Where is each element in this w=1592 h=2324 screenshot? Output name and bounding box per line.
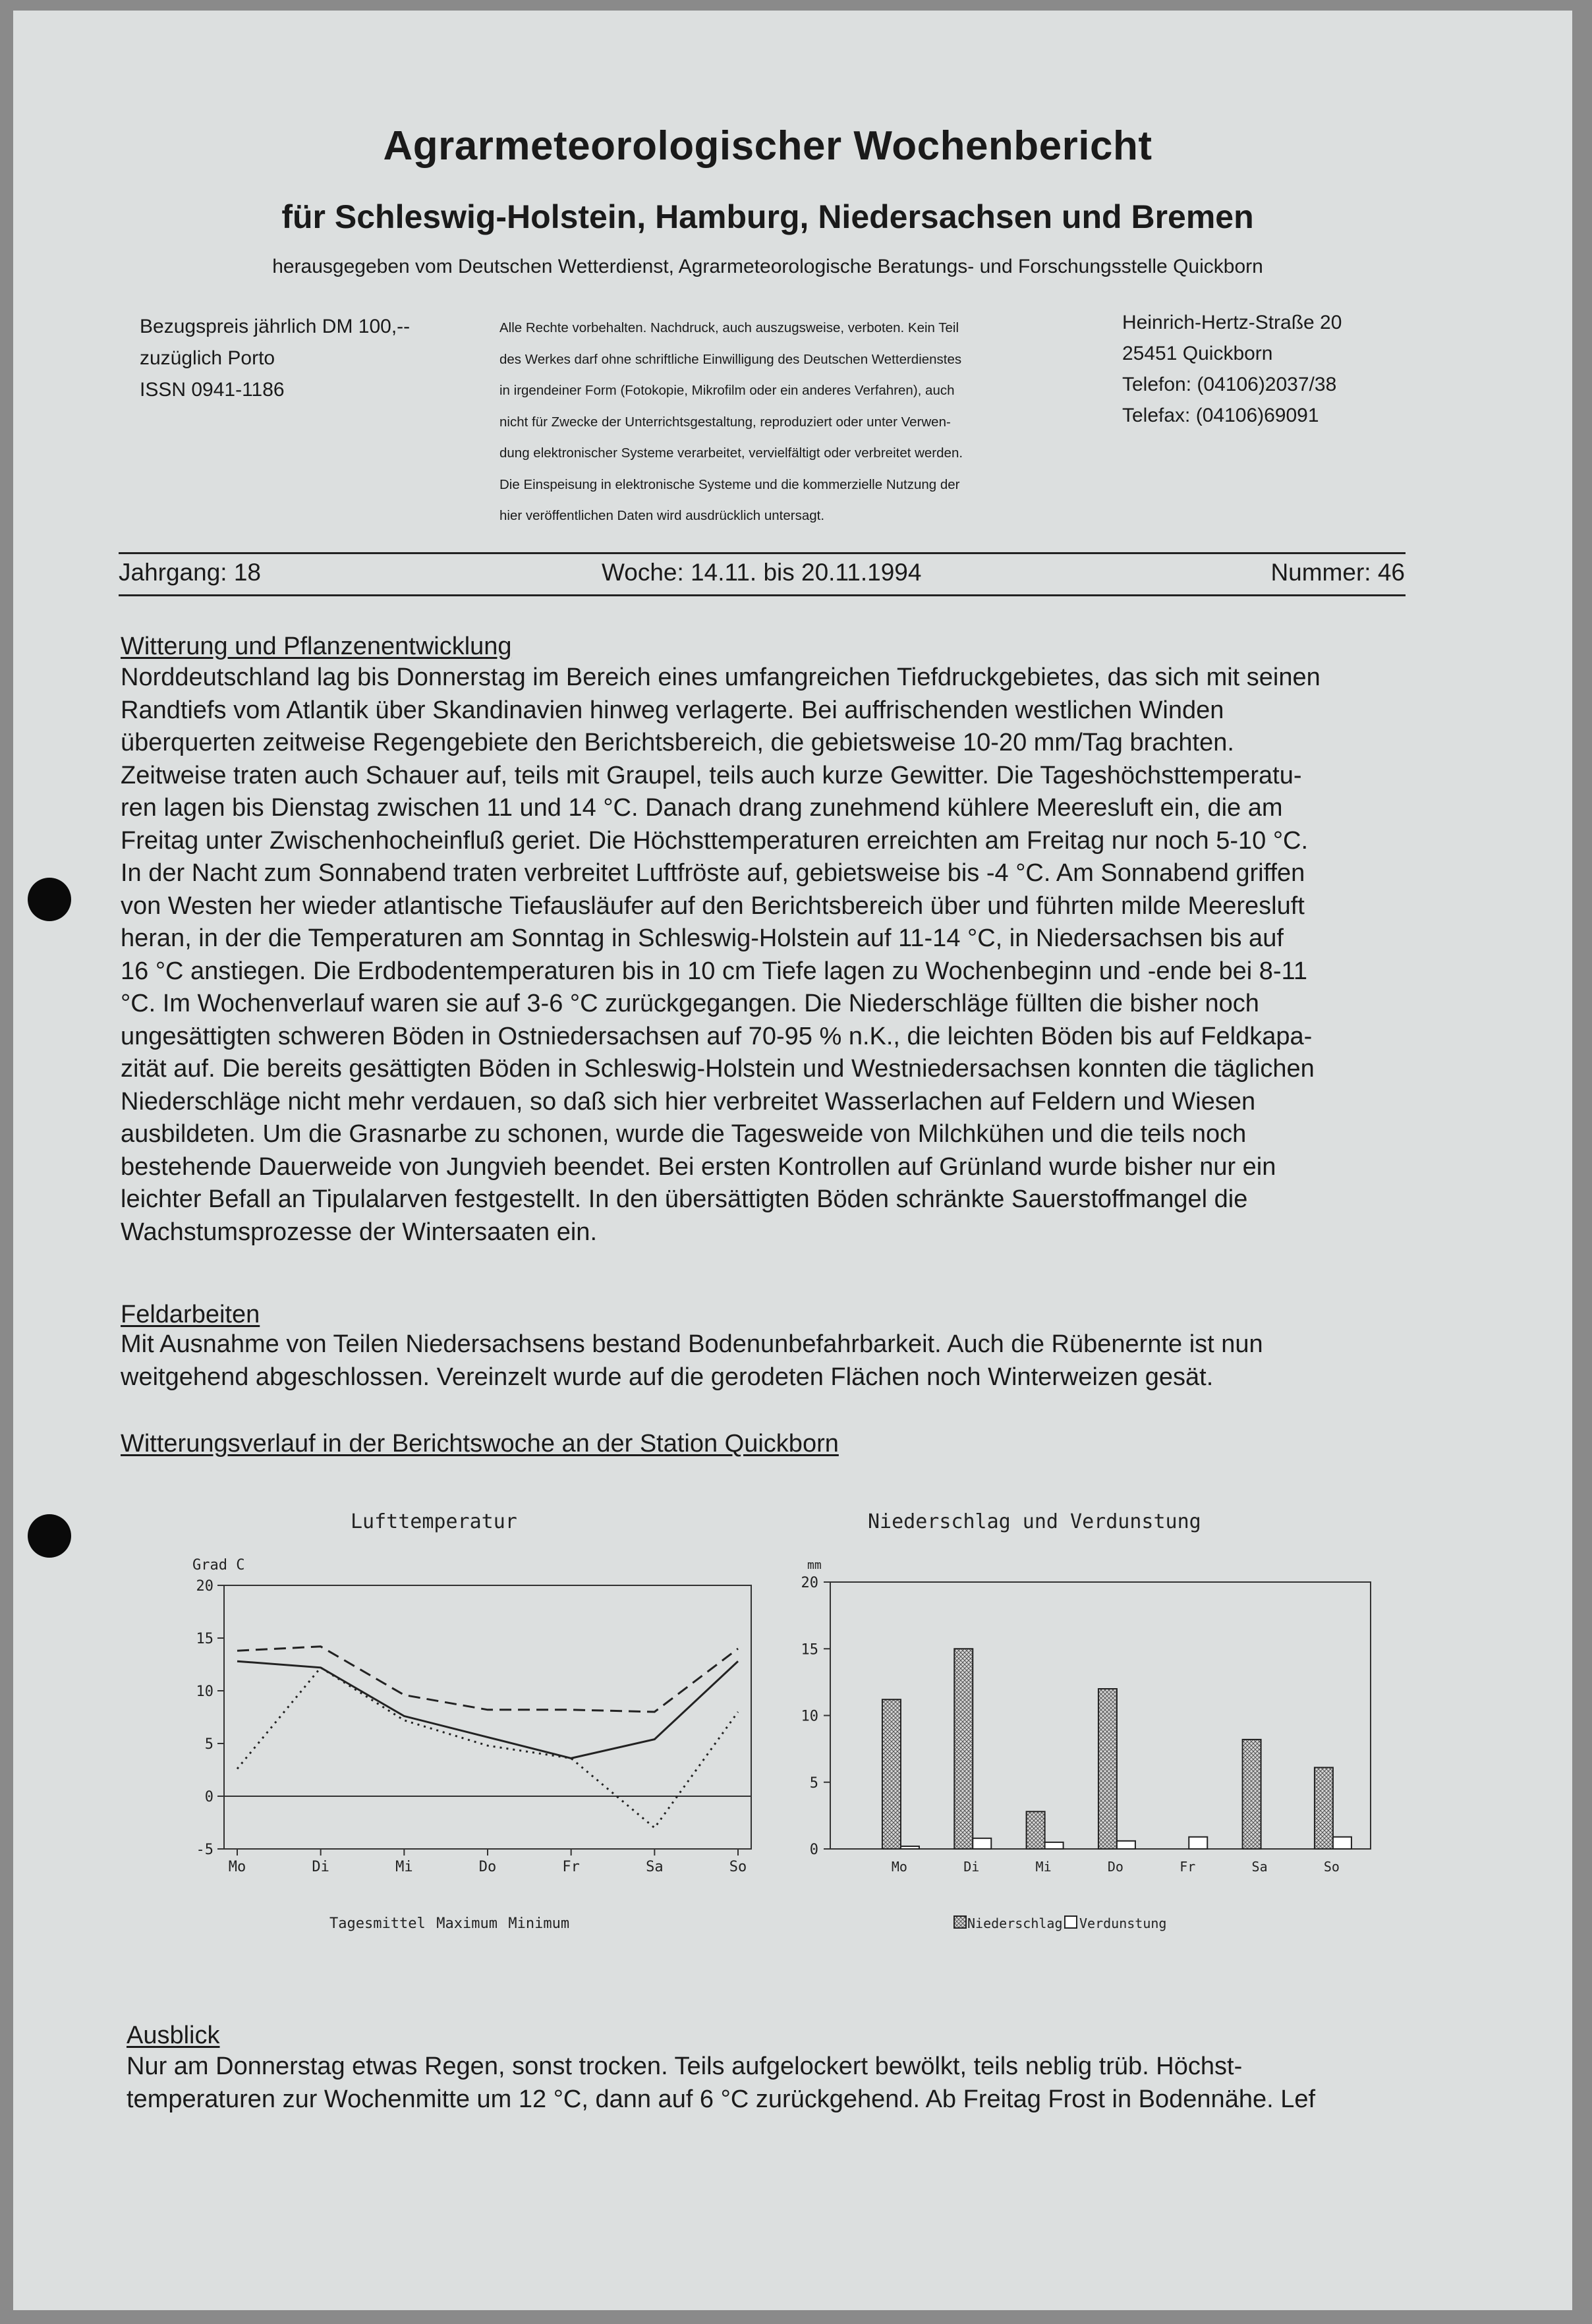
- y-tick-label: 10: [196, 1684, 213, 1700]
- section-body-feldarbeiten: [121, 1328, 1406, 1394]
- x-tick-label: Fr: [1180, 1859, 1196, 1875]
- text-line: Randtiefs vom Atlantik über Skandinavien hinweg verlagerte. Bei auffrischenden westlichen Winden: [121, 696, 1224, 724]
- x-tick-label: Di: [312, 1859, 329, 1875]
- text-line: leichter Befall an Tipulalarven festgestellt. In den übersättigten Böden schränkte Sauerstoffmangel die: [121, 1185, 1248, 1213]
- punch-hole: [28, 1514, 71, 1558]
- text-line: ausbildeten. Um die Grasnarbe zu schonen, wurde die Tagesweide von Milchkühen und die teils noch: [121, 1120, 1247, 1148]
- text-line: überquerten zeitweise Regengebiete den Berichtsbereich, die gebietsweise 10-20 mm/Tag brachten.: [121, 729, 1234, 756]
- y-tick-label: 0: [809, 1842, 818, 1858]
- legend-entry-minimum: Minimum: [508, 1915, 570, 1932]
- report-title: Agrarmeteorologischer Wochenbericht: [383, 123, 1152, 169]
- x-tick-label: Mo: [228, 1859, 246, 1875]
- legend-entry-maximum: Maximum: [436, 1915, 498, 1932]
- price-info: [140, 311, 410, 406]
- price-line: Bezugspreis jährlich DM 100,--: [140, 316, 411, 337]
- section-heading-feldarbeiten: Feldarbeiten: [121, 1301, 260, 1328]
- publisher-line: herausgegeben vom Deutschen Wetterdienst, Agrarmeteorologische Beratungs- und Forschungsstelle Quickborn: [272, 256, 1263, 277]
- report-subtitle: für Schleswig-Holstein, Hamburg, Niedersachsen und Bremen: [281, 198, 1254, 235]
- text-line: 16 °C anstiegen. Die Erdbodentemperaturen bis in 10 cm Tiefe lagen zu Wochenbeginn und -ende bei 8-11: [121, 957, 1307, 985]
- text-line: Zeitweise traten auch Schauer auf, teils mit Graupel, teils auch kurze Gewitter. Die Tageshöchsttemperatu-: [121, 761, 1302, 789]
- fax-line: Telefax: (04106)69091: [1122, 405, 1319, 426]
- y-tick-label: 10: [801, 1708, 818, 1725]
- y-tick-label: 20: [196, 1578, 213, 1595]
- address-block: [1122, 307, 1342, 431]
- temperature-chart: [165, 1546, 771, 1954]
- x-tick-label: Mi: [395, 1859, 413, 1875]
- text-line: bestehende Dauerweide von Jungvieh beendet. Bei ersten Kontrollen auf Grünland wurde bisher nur ein: [121, 1152, 1276, 1181]
- x-tick-label: Sa: [646, 1859, 664, 1875]
- bar-verdunstung: [1045, 1842, 1064, 1849]
- rights-line: hier veröffentlichen Daten wird ausdrücklich untersagt.: [499, 508, 825, 523]
- rights-line: Die Einspeisung in elektronische Systeme und die kommerzielle Nutzung der: [499, 476, 960, 492]
- x-tick-label: Sa: [1251, 1859, 1268, 1875]
- y-tick-label: 0: [204, 1789, 213, 1805]
- text-line: ungesättigten schweren Böden in Ostniedersachsen auf 70-95 % n.K., die leichten Böden bis auf Feldkapa-: [121, 1022, 1313, 1050]
- precipitation-chart: [771, 1546, 1390, 1954]
- x-tick-label: Do: [478, 1859, 497, 1875]
- text-line: temperaturen zur Wochenmitte um 12 °C, dann auf 6 °C zurückgehend. Ab Freitag Frost in Bodennähe. Lef: [127, 2085, 1316, 2113]
- section-heading-witterung: Witterung und Pflanzenentwicklung: [121, 633, 512, 660]
- bar-verdunstung: [1117, 1841, 1135, 1849]
- document-page: [13, 11, 1572, 2310]
- text-line: weitgehend abgeschlossen. Vereinzelt wurde auf die gerodeten Flächen noch Winterweizen gesät.: [121, 1363, 1214, 1391]
- x-tick-label: Fr: [562, 1859, 580, 1875]
- y-tick-label: -5: [196, 1842, 213, 1858]
- x-tick-label: Di: [963, 1859, 980, 1875]
- bar-niederschlag: [1315, 1767, 1333, 1849]
- section-heading-witterungsverlauf: Witterungsverlauf in der Berichtswoche an der Station Quickborn: [121, 1430, 839, 1458]
- address-line: 25451 Quickborn: [1122, 343, 1273, 364]
- bar-niederschlag: [1243, 1740, 1261, 1849]
- text-line: heran, in der die Temperaturen am Sonntag in Schleswig-Holstein auf 11-14 °C, in Niedersachsen bis auf: [121, 924, 1284, 952]
- bar-niederschlag: [1027, 1811, 1045, 1849]
- rights-line: nicht für Zwecke der Unterrichtsgestaltung, reproduziert oder unter Verwen-: [499, 414, 951, 430]
- legend-entry-niederschlag: Niederschlag: [967, 1915, 1063, 1931]
- section-body-ausblick: [127, 2051, 1406, 2116]
- legend-entry-verdunstung: Verdunstung: [1079, 1915, 1167, 1931]
- precip-chart-title: Niederschlag und Verdunstung: [868, 1510, 1201, 1533]
- price-line: zuzüglich Porto: [140, 347, 275, 369]
- text-line: Wachstumsprozesse der Wintersaaten ein.: [121, 1218, 598, 1246]
- issue-volume: Jahrgang: 18: [119, 559, 262, 586]
- issue-week: Woche: 14.11. bis 20.11.1994: [602, 559, 922, 586]
- text-line: Freitag unter Zwischenhocheinfluß geriet. Die Höchsttemperaturen erreichten am Freitag nur noch 5-10 °C.: [121, 826, 1309, 855]
- rights-line: in irgendeiner Form (Fotokopie, Mikrofilm oder ein anderes Verfahren), auch: [499, 383, 955, 398]
- y-tick-label: 5: [204, 1736, 213, 1753]
- x-tick-label: Mo: [891, 1859, 907, 1875]
- text-line: Nur am Donnerstag etwas Regen, sonst trocken. Teils aufgelockert bewölkt, teils neblig trüb. Höchst-: [127, 2053, 1243, 2080]
- text-line: Norddeutschland lag bis Donnerstag im Bereich eines umfangreichen Tiefdruckgebietes, das sich mit seinen: [121, 664, 1321, 691]
- rights-line: des Werkes darf ohne schriftliche Einwilligung des Deutschen Wetterdienstes: [499, 351, 962, 367]
- divider-bottom: [119, 594, 1406, 596]
- x-tick-label: Mi: [1035, 1859, 1052, 1875]
- y-axis-label: Grad C: [192, 1557, 245, 1573]
- bar-verdunstung: [1189, 1837, 1207, 1849]
- y-tick-label: 15: [196, 1631, 213, 1647]
- divider-top: [119, 552, 1406, 554]
- text-line: Niederschläge nicht mehr verdauen, so daß sich hier verbreitet Wasserlachen auf Feldern und Wiesen: [121, 1087, 1256, 1116]
- legend-swatch-verdunstung: [1065, 1916, 1077, 1928]
- legend-entry-tagesmittel: Tagesmittel: [329, 1915, 426, 1932]
- address-line: Heinrich-Hertz-Straße 20: [1122, 312, 1342, 333]
- issn-line: ISSN 0941-1186: [140, 379, 285, 401]
- text-line: °C. Im Wochenverlauf waren sie auf 3-6 °C zurückgegangen. Die Niederschläge füllten die bisher noch: [121, 990, 1259, 1017]
- x-tick-label: So: [729, 1859, 747, 1875]
- rights-line: dung elektronischer Systeme verarbeitet, vervielfältigt oder verbreitet werden.: [499, 445, 963, 461]
- bar-verdunstung: [901, 1846, 919, 1849]
- y-axis-label: mm: [807, 1558, 822, 1572]
- bar-verdunstung: [1333, 1837, 1351, 1849]
- bar-verdunstung: [973, 1838, 991, 1849]
- phone-line: Telefon: (04106)2037/38: [1122, 374, 1337, 395]
- series-line-maximum: [237, 1647, 738, 1712]
- text-line: In der Nacht zum Sonnabend traten verbreitet Luftfröste auf, gebietsweise bis -4 °C. Am Sonnabend griffen: [121, 859, 1305, 887]
- text-line: ren lagen bis Dienstag zwischen 11 und 14 °C. Danach drang zunehmend kühlere Meeresluft ein, die am: [121, 794, 1283, 822]
- punch-hole: [28, 878, 71, 921]
- text-line: Mit Ausnahme von Teilen Niedersachsens bestand Bodenunbefahrbarkeit. Auch die Rübenernte ist nun: [121, 1330, 1263, 1358]
- bar-niederschlag: [954, 1649, 973, 1849]
- y-tick-label: 15: [801, 1641, 818, 1658]
- bar-niederschlag: [882, 1699, 901, 1849]
- plot-frame: [224, 1585, 751, 1849]
- text-line: von Westen her wieder atlantische Tiefausläufer auf den Berichtsbereich über und führten milde Meeresluft: [121, 892, 1305, 920]
- rights-line: Alle Rechte vorbehalten. Nachdruck, auch auszugsweise, verboten. Kein Teil: [499, 320, 959, 335]
- y-tick-label: 20: [801, 1575, 818, 1591]
- section-body-witterung: [121, 662, 1406, 1249]
- y-tick-label: 5: [809, 1774, 818, 1792]
- legend-swatch-niederschlag: [954, 1916, 966, 1928]
- issue-number: Nummer: 46: [1270, 559, 1405, 586]
- x-tick-label: Do: [1107, 1859, 1123, 1875]
- bar-niederschlag: [1098, 1689, 1117, 1849]
- rights-notice: [499, 312, 1106, 532]
- section-heading-ausblick: Ausblick: [127, 2022, 220, 2049]
- temperature-chart-title: Lufttemperatur: [351, 1510, 517, 1533]
- text-line: zität auf. Die bereits gesättigten Böden in Schleswig-Holstein und Westniedersachsen konnten die täglichen: [121, 1055, 1315, 1083]
- x-tick-label: So: [1323, 1859, 1340, 1875]
- series-line-minimum: [237, 1668, 738, 1828]
